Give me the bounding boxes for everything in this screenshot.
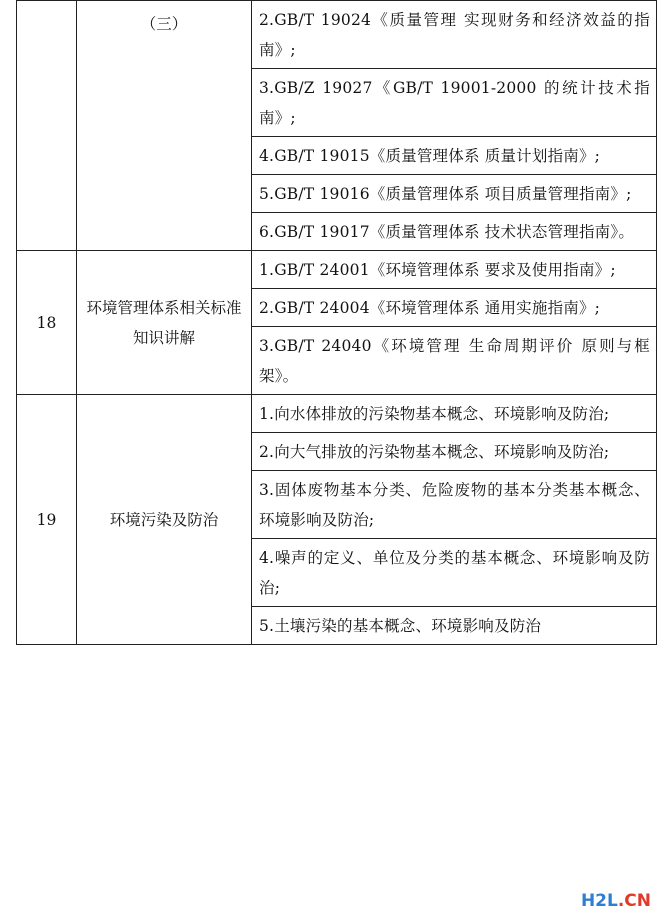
list-item: 3.固体废物基本分类、危险废物的基本分类基本概念、环境影响及防治;: [252, 471, 657, 539]
row-number: [17, 1, 77, 251]
table-row: [17, 395, 657, 433]
list-item: 6.GB/T 19017《质量管理体系 技术状态管理指南》。: [252, 213, 657, 251]
table-row: [17, 1, 657, 69]
row-number: 19: [17, 395, 77, 645]
standards-table: [16, 0, 657, 645]
row-topic: 环境管理体系相关标准知识讲解: [77, 251, 252, 395]
list-item: 3.GB/Z 19027《GB/T 19001-2000 的统计技术指南》;: [252, 69, 657, 137]
list-item: 5.土壤污染的基本概念、环境影响及防治: [252, 607, 657, 645]
list-item: 1.向水体排放的污染物基本概念、环境影响及防治;: [252, 395, 657, 433]
watermark-accent: .CN: [617, 891, 651, 911]
site-watermark-logo: [578, 891, 654, 911]
list-item: 1.GB/T 24001《环境管理体系 要求及使用指南》;: [252, 251, 657, 289]
row-topic: 环境污染及防治: [77, 395, 252, 645]
row-topic: （三）: [77, 1, 252, 251]
list-item: 5.GB/T 19016《质量管理体系 项目质量管理指南》;: [252, 175, 657, 213]
list-item: 3.GB/T 24040《环境管理 生命周期评价 原则与框架》。: [252, 327, 657, 395]
table-row: [17, 251, 657, 289]
list-item: 4.GB/T 19015《质量管理体系 质量计划指南》;: [252, 137, 657, 175]
list-item: 4.噪声的定义、单位及分类的基本概念、环境影响及防治;: [252, 539, 657, 607]
row-number: 18: [17, 251, 77, 395]
list-item: 2.GB/T 19024《质量管理 实现财务和经济效益的指南》;: [252, 1, 657, 69]
list-item: 2.GB/T 24004《环境管理体系 通用实施指南》;: [252, 289, 657, 327]
watermark-main: H2L: [580, 891, 618, 911]
list-item: 2.向大气排放的污染物基本概念、环境影响及防治;: [252, 433, 657, 471]
